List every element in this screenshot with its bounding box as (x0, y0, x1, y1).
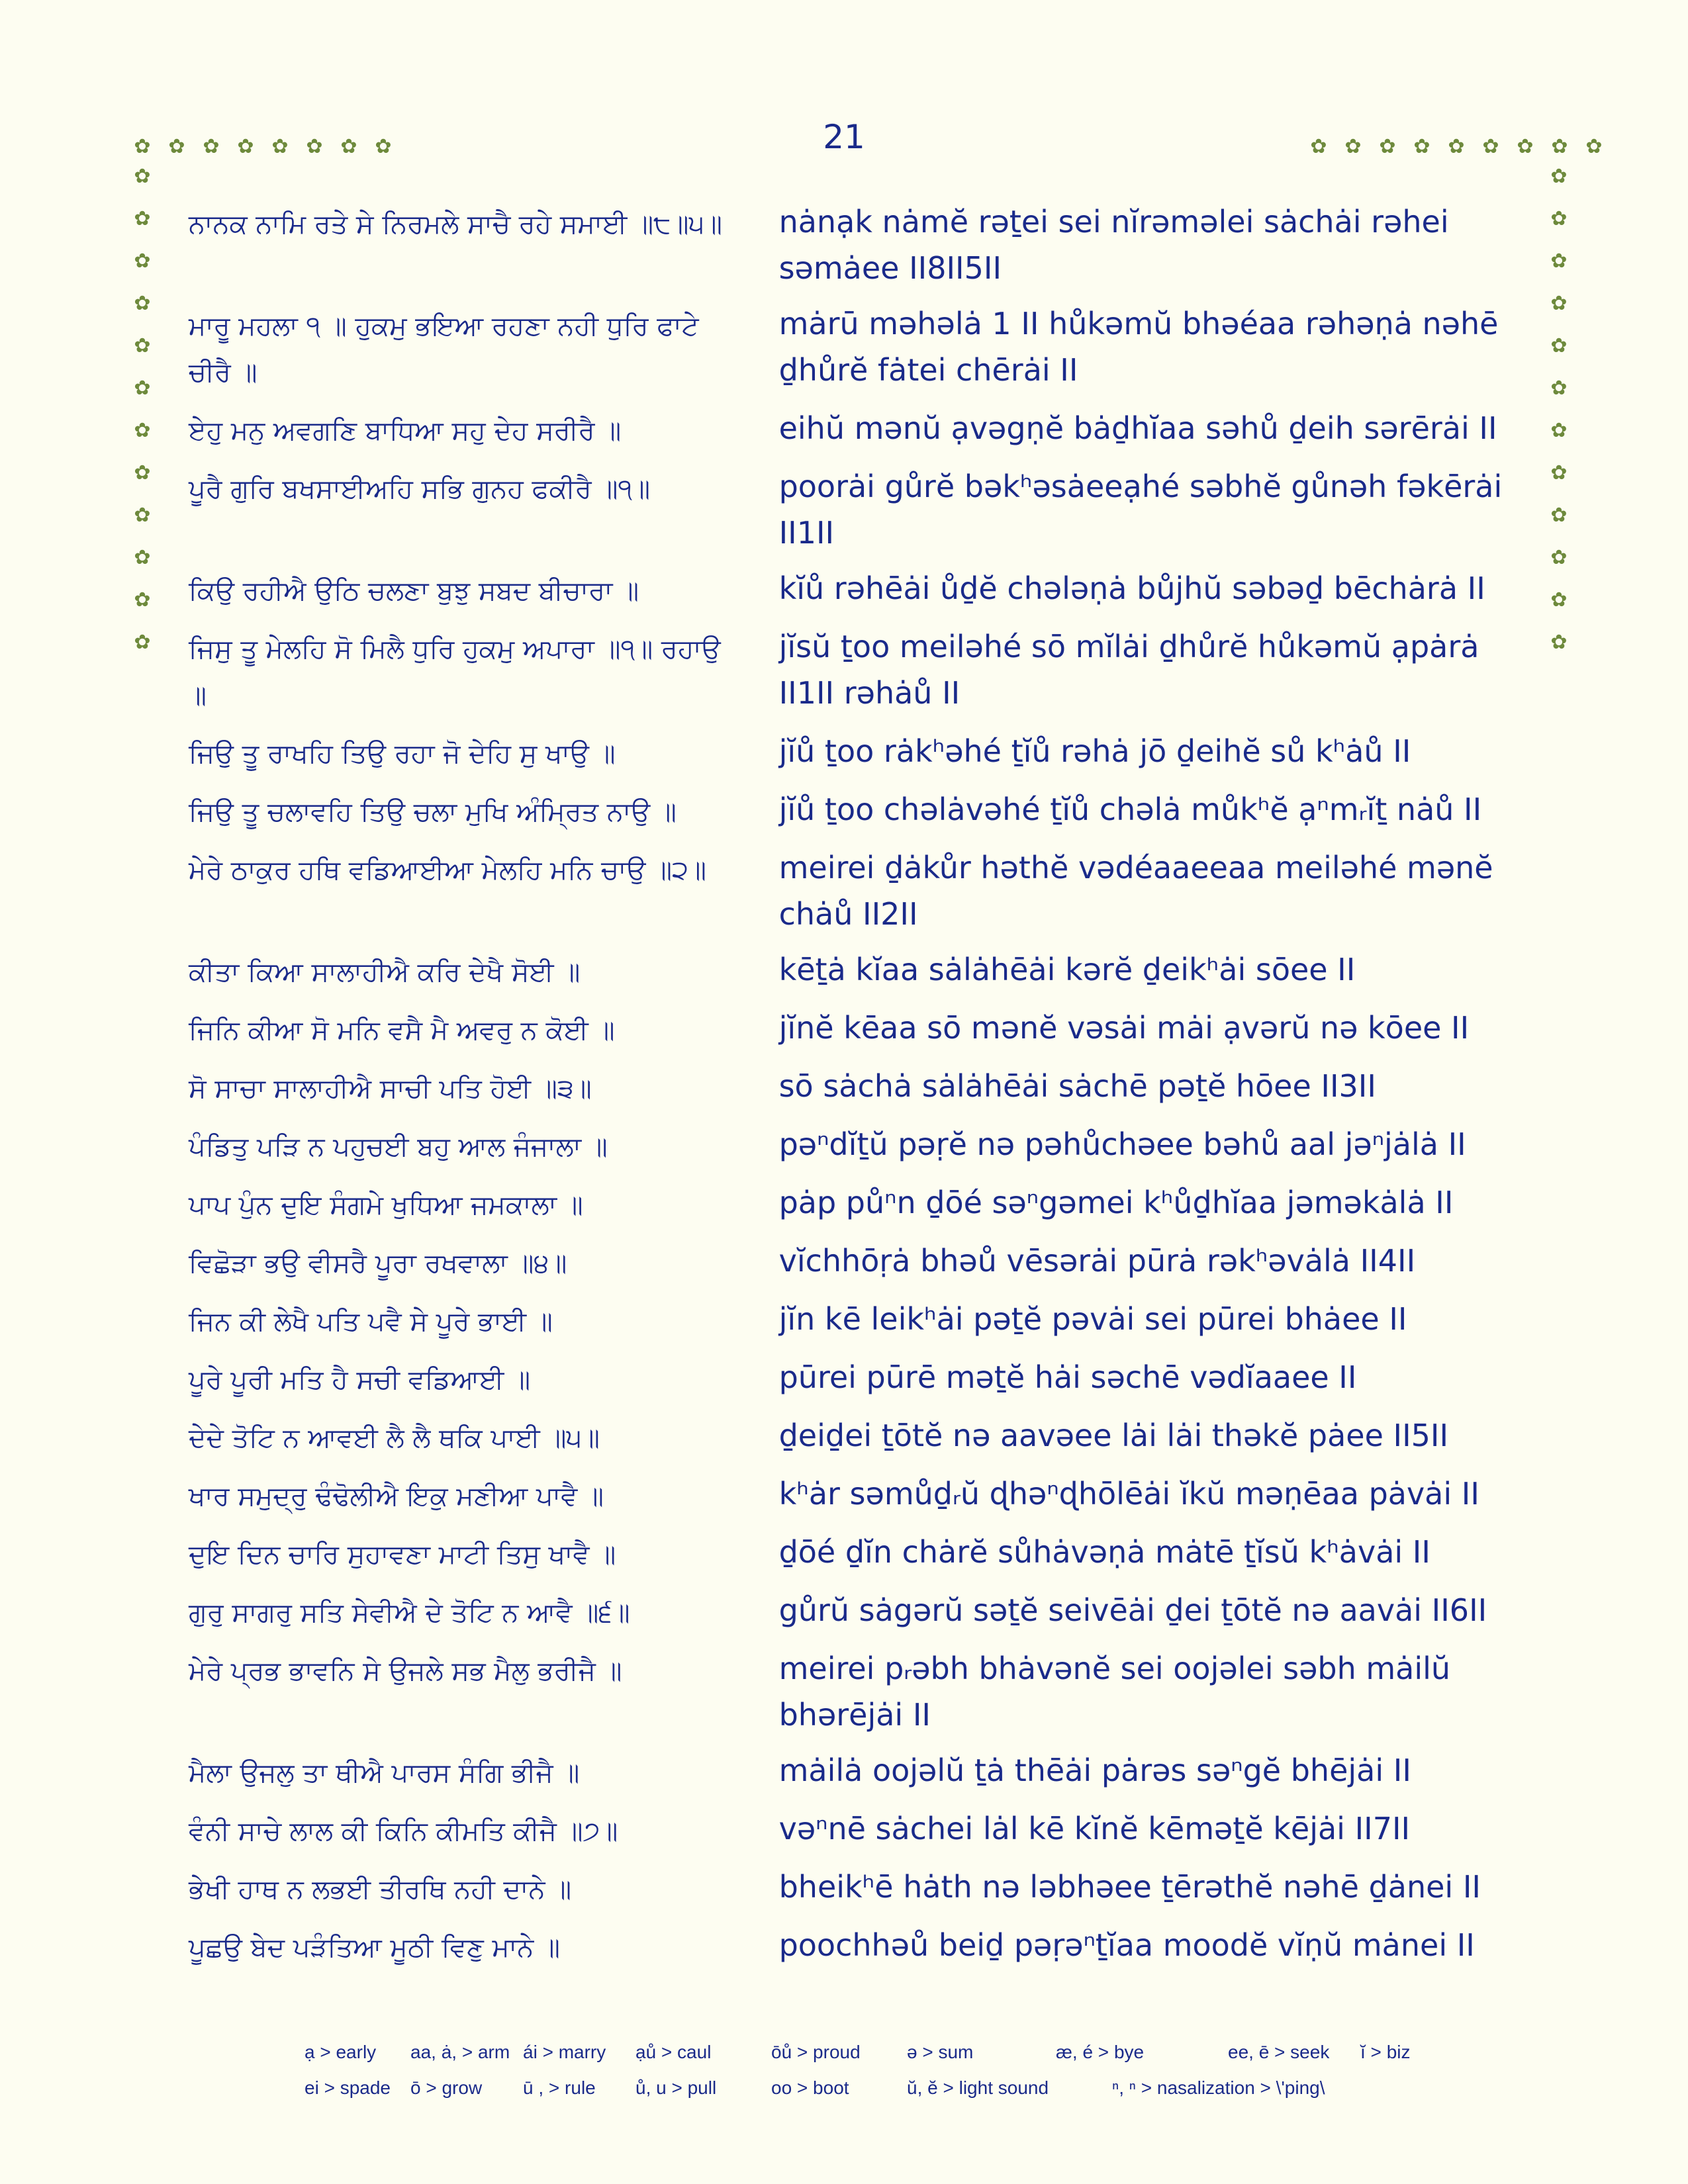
legend-item: ee, ē > seek (1228, 2042, 1330, 2062)
gurmukhi-text: ਪੂਛਉ ਬੇਦ ਪੜੰਤਿਆ ਮੂਠੀ ਵਿਣੁ ਮਾਨੇ ॥ (189, 1933, 560, 1963)
verse-line (189, 1529, 1519, 1578)
legend-row (305, 2042, 1470, 2063)
flower-icon: ✿ (134, 631, 151, 654)
flower-icon: ✿ (1585, 135, 1603, 158)
legend-item: ạů > caul (635, 2042, 712, 2062)
verse-line (189, 1121, 1519, 1170)
ornament-column-right (1548, 165, 1570, 674)
transliteration-text: vəⁿnē sȧchei lȧl kē kĭnĕ kēməṯĕ kējȧi II7II (778, 1811, 1411, 1846)
verse-line (189, 1412, 1519, 1461)
flower-icon: ✿ (134, 461, 151, 484)
gurmukhi-text: ਦੁਇ ਦਿਨ ਚਾਰਿ ਸੁਹਾਵਣਾ ਮਾਟੀ ਤਿਸੁ ਖਾਵੈ ॥ (189, 1539, 616, 1570)
legend-item: ạ > early (305, 2042, 377, 2062)
ornament-column-left (131, 165, 154, 674)
transliteration-text: meirei pᵣəbh bhȧvənĕ sei oojəlei səbh mȧilŭ bhərējȧi II (778, 1651, 1451, 1733)
gurmukhi-text: ਨਾਨਕ ਨਾਮਿ ਰਤੇ ਸੇ ਨਿਰਮਲੇ ਸਾਚੈ ਰਹੇ ਸਮਾਈ ॥੮॥੫॥ (189, 209, 722, 240)
legend-item: ə > sum (907, 2042, 974, 2062)
transliteration-text: pȧp půⁿn ḏōé səⁿgəmei kʰůḏhĭaa jəməkȧlȧ II (778, 1185, 1454, 1220)
transliteration-text: eihŭ mənŭ ạvəgṇĕ bȧḏhĭaa səhů ḏeih sərērȧi II (778, 410, 1497, 446)
flower-icon: ✿ (1482, 135, 1499, 158)
verse-line (189, 623, 1519, 719)
flower-icon: ✿ (271, 135, 289, 158)
verse-line (189, 405, 1519, 454)
flower-icon: ✿ (1550, 588, 1568, 612)
gurmukhi-text: ਦੇਦੇ ਤੋਟਿ ਨ ਆਵਈ ਲੈ ਲੈ ਥਕਿ ਪਾਈ ॥੫॥ (189, 1423, 600, 1453)
ornament-row-top-left (131, 136, 406, 158)
gurmukhi-text: ਏਹੁ ਮਨੁ ਅਵਗਣਿ ਬਾਧਿਆ ਸਹੁ ਦੇਹ ਸਰੀਰੈ ॥ (189, 416, 622, 446)
gurmukhi-text: ਜਿਉ ਤੂ ਰਾਖਹਿ ਤਿਉ ਰਹਾ ਜੋ ਦੇਹਿ ਸੁ ਖਾਉ ॥ (189, 739, 616, 769)
transliteration-text: jĭnĕ kēaa sō mənĕ vəsȧi mȧi ạvərŭ nə kōee II (778, 1010, 1470, 1046)
transliteration-text: kĭů rəhēȧi ůḏĕ chələṇȧ bůjhŭ səbəḏ bēchȧrȧ II (778, 570, 1485, 606)
flower-icon: ✿ (1550, 165, 1568, 188)
verse-line (189, 1645, 1519, 1738)
flower-icon: ✿ (306, 135, 323, 158)
legend-item: ái > marry (523, 2042, 606, 2062)
flower-icon: ✿ (134, 292, 151, 315)
verse-line (189, 946, 1519, 995)
verse-line (189, 1179, 1519, 1228)
gurmukhi-text: ਭੇਖੀ ਹਾਥ ਨ ਲਭਈ ਤੀਰਥਿ ਨਹੀ ਦਾਨੇ ॥ (189, 1874, 572, 1905)
verse-line (189, 1747, 1519, 1796)
legend-item: oo > boot (771, 2077, 849, 2098)
gurmukhi-text: ਕੀਤਾ ਕਿਆ ਸਾਲਾਹੀਐ ਕਰਿ ਦੇਖੈ ਸੋਈ ॥ (189, 957, 581, 987)
legend-item: æ, é > bye (1056, 2042, 1145, 2062)
verse-line (189, 1005, 1519, 1054)
flower-icon: ✿ (1550, 250, 1568, 273)
verse-line (189, 786, 1519, 835)
gurmukhi-text: ਜਿਉ ਤੂ ਚਲਾਵਹਿ ਤਿਉ ਚਲਾ ਮੁਖਿ ਅੰਮ੍ਰਿਤ ਨਾਉ ॥ (189, 797, 677, 827)
flower-icon: ✿ (1413, 135, 1430, 158)
flower-icon: ✿ (1550, 377, 1568, 400)
flower-icon: ✿ (340, 135, 357, 158)
verse-list (189, 199, 1519, 1980)
flower-icon: ✿ (134, 250, 151, 273)
verse-line (189, 1354, 1519, 1403)
verse-line (189, 1296, 1519, 1345)
verse-line (189, 844, 1519, 937)
verse-line (189, 1471, 1519, 1520)
transliteration-text: bheikʰē hȧth nə ləbhəee ṯērəthĕ nəhē ḏȧnei II (778, 1869, 1481, 1905)
gurmukhi-text: ਗੁਰੁ ਸਾਗਰੁ ਸਤਿ ਸੇਵੀਐ ਦੇ ਤੋਟਿ ਨ ਆਵੈ ॥੬॥ (189, 1598, 630, 1628)
flower-icon: ✿ (375, 135, 392, 158)
gurmukhi-text: ਪੰਡਿਤੁ ਪੜਿ ਨ ਪਹੁਚਈ ਬਹੁ ਆਲ ਜੰਜਾਲਾ ॥ (189, 1132, 608, 1162)
verse-line (189, 1922, 1519, 1971)
transliteration-text: jĭsŭ ṯoo meiləhé sō mĭlȧi ḏhůrĕ hůkəmŭ ạpȧrȧ II1II rəhȧů II (778, 629, 1479, 711)
flower-icon: ✿ (1550, 631, 1568, 654)
legend-item: ů, u > pull (635, 2077, 717, 2098)
gurmukhi-text: ਪਾਪ ਪੁੰਨ ਦੁਇ ਸੰਗਮੇ ਖੁਧਿਆ ਜਮਕਾਲਾ ॥ (189, 1190, 583, 1220)
verse-line (189, 1805, 1519, 1854)
flower-icon: ✿ (134, 135, 151, 158)
gurmukhi-text: ਵਿਛੋੜਾ ਭਉ ਵੀਸਰੈ ਪੂਰਾ ਰਖਵਾਲਾ ॥੪॥ (189, 1248, 567, 1279)
gurmukhi-text: ਵੰਨੀ ਸਾਚੇ ਲਾਲ ਕੀ ਕਿਨਿ ਕੀਮਤਿ ਕੀਜੈ ॥੭॥ (189, 1816, 618, 1846)
transliteration-text: kʰȧr səmůḏᵣŭ ɖhəⁿɖhōlēȧi ĭkŭ məṇēaa pȧvȧi II (778, 1476, 1479, 1512)
transliteration-text: jĭn kē leikʰȧi pəṯĕ pəvȧi sei pūrei bhȧee II (778, 1301, 1407, 1337)
flower-icon: ✿ (203, 135, 220, 158)
legend-item: ei > spade (305, 2077, 391, 2098)
legend-item: ŭ, ĕ > light sound (907, 2077, 1049, 2098)
flower-icon: ✿ (134, 419, 151, 442)
flower-icon: ✿ (168, 135, 185, 158)
flower-icon: ✿ (1448, 135, 1465, 158)
transliteration-text: jĭů ṯoo chəlȧvəhé ṯĭů chəlȧ můkʰĕ ạⁿmᵣĭṯ nȧů II (778, 792, 1482, 827)
gurmukhi-text: ਕਿਉ ਰਹੀਐ ਉਠਿ ਚਲਣਾ ਬੁਝੁ ਸਬਦ ਬੀਚਾਰਾ ॥ (189, 576, 639, 606)
flower-icon: ✿ (1550, 334, 1568, 357)
transliteration-text: poorȧi gůrĕ bəkʰəsȧeeạhé səbhĕ gůnəh fəkērȧi II1II (778, 469, 1503, 551)
legend-row (305, 2077, 1470, 2099)
transliteration-text: mȧilȧ oojəlŭ ṯȧ thēȧi pȧrəs səⁿgĕ bhējȧi II (778, 1752, 1411, 1788)
gurmukhi-text: ਪੂਰੇ ਪੂਰੀ ਮਤਿ ਹੈ ਸਚੀ ਵਡਿਆਈ ॥ (189, 1365, 531, 1395)
flower-icon: ✿ (1550, 504, 1568, 527)
gurmukhi-text: ਸੋ ਸਾਚਾ ਸਾਲਾਹੀਐ ਸਾਚੀ ਪਤਿ ਹੋਈ ॥੩॥ (189, 1073, 592, 1104)
transliteration-text: nȧnạk nȧmĕ rəṯei sei nĭrəməlei sȧchȧi rəhei səmȧee II8II5II (778, 204, 1449, 286)
transliteration-text: jĭů ṯoo rȧkʰəhé ṯĭů rəhȧ jō ḏeihĕ sů kʰȧů II (778, 733, 1411, 769)
flower-icon: ✿ (134, 377, 151, 400)
transliteration-text: sō sȧchȧ sȧlȧhēȧi sȧchē pəṯĕ hōee II3II (778, 1068, 1376, 1104)
transliteration-text: pəⁿdĭṯŭ pəṛĕ nə pəhůchəee bəhů aal jəⁿjȧlȧ II (778, 1126, 1466, 1162)
flower-icon: ✿ (1550, 461, 1568, 484)
legend-item: aa, ȧ, > arm (410, 2042, 510, 2062)
flower-icon: ✿ (1517, 135, 1534, 158)
verse-line (189, 1587, 1519, 1636)
gurmukhi-text: ਮਾਰੂ ਮਹਲਾ ੧ ॥ ਹੁਕਮੁ ਭਇਆ ਰਹਣਾ ਨਹੀ ਧੁਰਿ ਫਾਟੇ ਚੀਰੈ ॥ (189, 311, 699, 388)
flower-icon: ✿ (1551, 135, 1568, 158)
verse-line (189, 1864, 1519, 1913)
verse-line (189, 1238, 1519, 1287)
gurmukhi-text: ਜਿਨ ਕੀ ਲੇਖੈ ਪਤਿ ਪਵੈ ਸੇ ਪੂਰੇ ਭਾਈ ॥ (189, 1306, 553, 1337)
transliteration-text: ḏōé ḏĭn chȧrĕ sůhȧvəṇȧ mȧtē ṯĭsŭ kʰȧvȧi II (778, 1534, 1430, 1570)
ornament-row-top-right (1307, 136, 1617, 158)
verse-line (189, 300, 1519, 396)
transliteration-text: meirei ḏȧkůr həthĕ vədéaaeeaa meiləhé mənĕ chȧů II2II (778, 850, 1493, 932)
verse-line (189, 565, 1519, 614)
flower-icon: ✿ (1344, 135, 1362, 158)
flower-icon: ✿ (1550, 546, 1568, 569)
transliteration-text: ḏeiḏei ṯōtĕ nə aavəee lȧi lȧi thəkĕ pȧee II5II (778, 1418, 1449, 1453)
legend-item: ⁿ, ⁿ > nasalization > \'ping\ (1112, 2077, 1325, 2098)
transliteration-text: mȧrū məhəlȧ 1 II hůkəmŭ bhəéaa rəhəṇȧ nəhē ḏhůrĕ fȧtei chērȧi II (778, 306, 1499, 388)
flower-icon: ✿ (1379, 135, 1396, 158)
flower-icon: ✿ (134, 334, 151, 357)
pronunciation-legend (305, 2042, 1470, 2113)
legend-item: ĭ > biz (1360, 2042, 1411, 2062)
verse-line (189, 463, 1519, 556)
transliteration-text: gůrŭ sȧgərŭ səṯĕ seivēȧi ḏei ṯōtĕ nə aavȧi II6II (778, 1592, 1487, 1628)
gurmukhi-text: ਜਿਨਿ ਕੀਆ ਸੋ ਮਨਿ ਵਸੈ ਮੈ ਅਵਰੁ ਨ ਕੋਈ ॥ (189, 1015, 615, 1046)
verse-line (189, 728, 1519, 777)
gurmukhi-text: ਮੇਰੇ ਠਾਕੁਰ ਹਥਿ ਵਡਿਆਈਆ ਮੇਲਹਿ ਮਨਿ ਚਾਉ ॥੨॥ (189, 855, 706, 886)
flower-icon: ✿ (1550, 207, 1568, 230)
transliteration-text: vĭchhōṛȧ bhəů vēsərȧi pūrȧ rəkʰəvȧlȧ II4II (778, 1243, 1416, 1279)
gurmukhi-text: ਮੇਰੇ ਪ੍ਰਭ ਭਾਵਨਿ ਸੇ ਉਜਲੇ ਸਭ ਮੈਲੁ ਭਰੀਜੈ ॥ (189, 1656, 622, 1686)
verse-line (189, 199, 1519, 291)
flower-icon: ✿ (134, 546, 151, 569)
legend-item: ū , > rule (523, 2077, 596, 2098)
gurmukhi-text: ਖਾਰ ਸਮੁਦ੍ਰੁ ਢੰਢੋਲੀਐ ਇਕੁ ਮਣੀਆ ਪਾਵੈ ॥ (189, 1481, 604, 1512)
flower-icon: ✿ (134, 504, 151, 527)
gurmukhi-text: ਪੂਰੈ ਗੁਰਿ ਬਖਸਾਈਅਹਿ ਸਭਿ ਗੁਨਹ ਫਕੀਰੈ ॥੧॥ (189, 474, 651, 504)
gurmukhi-text: ਮੈਲਾ ਉਜਲੁ ਤਾ ਥੀਐ ਪਾਰਸ ਸੰਗਿ ਭੀਜੈ ॥ (189, 1758, 580, 1788)
legend-item: ōů > proud (771, 2042, 861, 2062)
flower-icon: ✿ (134, 207, 151, 230)
transliteration-text: kēṯȧ kĭaa sȧlȧhēȧi kərĕ ḏeikʰȧi sōee II (778, 952, 1356, 987)
gurmukhi-text: ਜਿਸੁ ਤੂ ਮੇਲਹਿ ਸੋ ਮਿਲੈ ਧੁਰਿ ਹੁਕਮੁ ਅਪਾਰਾ ॥੧॥ ਰਹਾਉ ॥ (189, 634, 721, 711)
flower-icon: ✿ (237, 135, 254, 158)
flower-icon: ✿ (134, 165, 151, 188)
legend-item: ō > grow (410, 2077, 483, 2098)
flower-icon: ✿ (1550, 292, 1568, 315)
transliteration-text: pūrei pūrē məṯĕ hȧi səchē vədĭaaee II (778, 1359, 1357, 1395)
flower-icon: ✿ (134, 588, 151, 612)
page-number: 21 (823, 118, 865, 156)
verse-line (189, 1063, 1519, 1112)
flower-icon: ✿ (1310, 135, 1327, 158)
transliteration-text: poochhəů beiḏ pəṛəⁿṯĭaa moodĕ vĭṇŭ mȧnei II (778, 1927, 1475, 1963)
flower-icon: ✿ (1550, 419, 1568, 442)
